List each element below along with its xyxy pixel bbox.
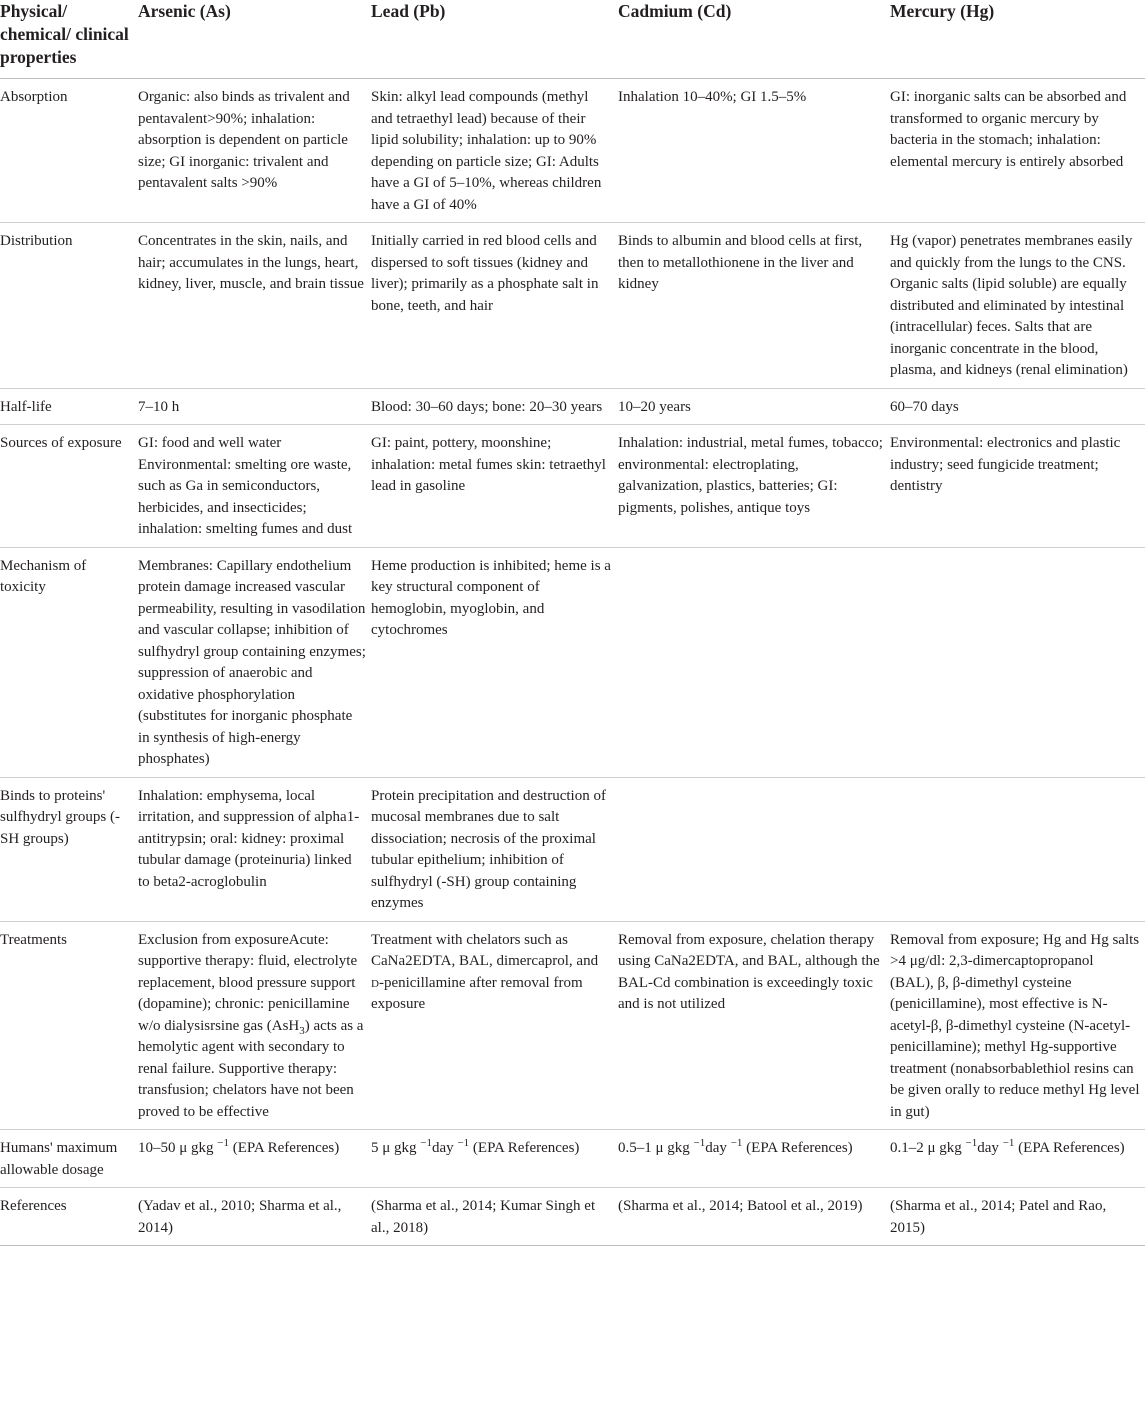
cell-lead: Protein precipitation and destruction of mucosal membranes due to salt dissociation; necrosis of the proximal tubular epithelium; inhibition of sulfhydryl (-SH) group containing enzymes	[370, 777, 615, 921]
small-caps-text: d	[371, 974, 379, 991]
superscript: −1	[693, 1137, 706, 1149]
cell-cadmium	[615, 1130, 887, 1188]
text-segment: day	[432, 1140, 458, 1156]
header-arsenic: Arsenic (As)	[137, 0, 370, 79]
cell-cadmium	[615, 547, 887, 777]
superscript: −1	[730, 1137, 743, 1149]
cell-cadmium: (Sharma et al., 2014; Batool et al., 2019)	[615, 1188, 887, 1246]
text-segment: (EPA References)	[1014, 1140, 1125, 1156]
cell-mercury: 60–70 days	[887, 388, 1145, 425]
superscript: −1	[217, 1137, 230, 1149]
table-row	[0, 777, 1145, 921]
table-row	[0, 79, 1145, 223]
row-label: Distribution	[0, 223, 137, 389]
subscript: 3	[299, 1024, 305, 1037]
header-properties: Physical/ chemical/ clinical properties	[0, 0, 137, 79]
table-body	[0, 79, 1145, 1246]
table-row	[0, 1130, 1145, 1188]
cell-arsenic: 7–10 h	[137, 388, 370, 425]
cell-mercury: Hg (vapor) penetrates membranes easily and quickly from the lungs to the CNS. Organic salts (lipid soluble) are equally distributed and eliminated by intestinal (intracellular) feces. Salts that are inorganic concentrate in the blood, plasma, and kidneys (renal elimination)	[887, 223, 1145, 389]
row-label: Treatments	[0, 921, 137, 1130]
cell-lead	[370, 1130, 615, 1188]
cell-cadmium: 10–20 years	[615, 388, 887, 425]
table-row	[0, 547, 1145, 777]
table-header	[0, 0, 1145, 79]
cell-lead: Initially carried in red blood cells and dispersed to soft tissues (kidney and liver); primarily as a phosphate salt in bone, teeth, and hair	[370, 223, 615, 389]
header-mercury: Mercury (Hg)	[887, 0, 1145, 79]
cell-arsenic: Organic: also binds as trivalent and pentavalent>90%; inhalation: absorption is dependent on particle size; GI inorganic: trivalent and pentavalent salts >90%	[137, 79, 370, 223]
superscript: −1	[1002, 1137, 1015, 1149]
cell-cadmium: Removal from exposure, chelation therapy using CaNa2EDTA, and BAL, although the BAL-Cd combination is exceedingly toxic and is not utilized	[615, 921, 887, 1130]
cell-arsenic: GI: food and well water Environmental: smelting ore waste, such as Ga in semiconductors, herbicides, and insecticides; inhalation: smelting fumes and dust	[137, 425, 370, 548]
cell-mercury	[887, 1130, 1145, 1188]
cell-cadmium: Inhalation 10–40%; GI 1.5–5%	[615, 79, 887, 223]
cell-arsenic: (Yadav et al., 2010; Sharma et al., 2014)	[137, 1188, 370, 1246]
row-label: Absorption	[0, 79, 137, 223]
text-segment: -penicillamine after removal from exposure	[371, 974, 583, 1012]
table-row	[0, 223, 1145, 389]
cell-arsenic	[137, 1130, 370, 1188]
cell-mercury: (Sharma et al., 2014; Patel and Rao, 2015)	[887, 1188, 1145, 1246]
cell-lead: (Sharma et al., 2014; Kumar Singh et al., 2018)	[370, 1188, 615, 1246]
superscript: −1	[420, 1137, 433, 1149]
cell-cadmium: Inhalation: industrial, metal fumes, tobacco; environmental: electroplating, galvanization, plastics, batteries; GI: pigments, polishes, antique toys	[615, 425, 887, 548]
cell-arsenic: Membranes: Capillary endothelium protein damage increased vascular permeability, resulting in vasodilation and vascular collapse; inhibition of sulfhydryl group containing enzymes; suppression of anaerobic and oxidative phosphorylation (substitutes for inorganic phosphate in synthesis of high-energy phosphates)	[137, 547, 370, 777]
cell-arsenic: Concentrates in the skin, nails, and hair; accumulates in the lungs, heart, kidney, liver, muscle, and brain tissue	[137, 223, 370, 389]
cell-arsenic: Inhalation: emphysema, local irritation, and suppression of alpha1-antitrypsin; oral: kidney: proximal tubular damage (proteinuria) linked to beta2-acroglobulin	[137, 777, 370, 921]
text-segment: Treatment with chelators such as CaNa2EDTA, BAL, dimercaprol, and	[371, 931, 599, 969]
superscript: −1	[965, 1137, 978, 1149]
row-label: Humans' maximum allowable dosage	[0, 1130, 137, 1188]
table-row	[0, 425, 1145, 548]
cell-mercury: GI: inorganic salts can be absorbed and transformed to organic mercury by bacteria in the stomach; inhalation: elemental mercury is entirely absorbed	[887, 79, 1145, 223]
text-segment: (EPA References)	[742, 1140, 853, 1156]
row-label: Sources of exposure	[0, 425, 137, 548]
row-label: References	[0, 1188, 137, 1246]
text-segment: Exclusion from exposureAcute: supportive therapy: fluid, electrolyte replacement, blood pressure support (dopamine); chronic: penicillamine w/o dialysisrsine gas (AsH	[138, 931, 358, 1034]
cell-mercury	[887, 547, 1145, 777]
text-segment: 0.1–2 μ gkg	[890, 1140, 966, 1156]
row-label: Binds to proteins' sulfhydryl groups (-SH groups)	[0, 777, 137, 921]
superscript: −1	[457, 1137, 470, 1149]
cell-cadmium	[615, 777, 887, 921]
header-lead: Lead (Pb)	[370, 0, 615, 79]
text-segment: (EPA References)	[469, 1140, 580, 1156]
table-row	[0, 1188, 1145, 1246]
cell-arsenic	[137, 921, 370, 1130]
cell-mercury: Removal from exposure; Hg and Hg salts >4 μg/dl: 2,3-dimercaptopropanol (BAL), β, β-dimethyl cysteine (penicillamine), most effective is N-acetyl-β, β-dimethyl cysteine (N-acetyl-penicillamine); methyl Hg-supportive treatment (nonabsorbablethiol resins can be given orally to reduce methyl Hg level in gut)	[887, 921, 1145, 1130]
cell-lead	[370, 921, 615, 1130]
text-segment: (EPA References)	[229, 1140, 340, 1156]
cell-lead: GI: paint, pottery, moonshine; inhalation: metal fumes skin: tetraethyl lead in gasoline	[370, 425, 615, 548]
text-segment: day	[705, 1140, 731, 1156]
cell-mercury	[887, 777, 1145, 921]
cell-lead: Heme production is inhibited; heme is a key structural component of hemoglobin, myoglobin, and cytochromes	[370, 547, 615, 777]
text-segment: 0.5–1 μ gkg	[618, 1140, 694, 1156]
header-cadmium: Cadmium (Cd)	[615, 0, 887, 79]
text-segment: ) acts as a hemolytic agent with secondary to renal failure. Supportive therapy: transfusion; chelators have not been proved to be effective	[138, 1017, 364, 1120]
table-row	[0, 921, 1145, 1130]
header-row	[0, 0, 1145, 79]
cell-cadmium: Binds to albumin and blood cells at first, then to metallothionene in the liver and kidney	[615, 223, 887, 389]
cell-lead: Skin: alkyl lead compounds (methyl and tetraethyl lead) because of their lipid solubility; inhalation: up to 90% depending on particle size; GI: Adults have a GI of 5–10%, whereas children have a GI of 40%	[370, 79, 615, 223]
row-label: Mechanism of toxicity	[0, 547, 137, 777]
text-segment: 5 μ gkg	[371, 1140, 421, 1156]
cell-lead: Blood: 30–60 days; bone: 20–30 years	[370, 388, 615, 425]
row-label: Half-life	[0, 388, 137, 425]
cell-mercury: Environmental: electronics and plastic industry; seed fungicide treatment; dentistry	[887, 425, 1145, 548]
text-segment: 10–50 μ gkg	[138, 1140, 218, 1156]
text-segment: day	[977, 1140, 1003, 1156]
table-row	[0, 388, 1145, 425]
